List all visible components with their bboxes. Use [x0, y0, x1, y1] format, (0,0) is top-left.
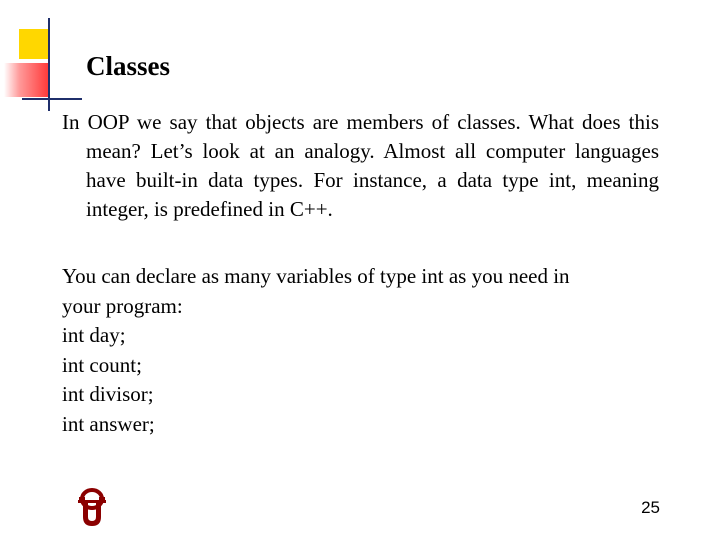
intro-paragraph: In OOP we say that objects are members of classes. What does this mean? Let’s look at an analogy. Almost all computer languages have built-in data types. For instance, a data type int, meaning integer, is predefined in C++. [62, 110, 659, 221]
decorative-red-gradient-block [4, 63, 48, 97]
code-line: int count; [62, 352, 142, 377]
text-line: your program: [62, 293, 183, 318]
code-line: int divisor; [62, 382, 154, 406]
code-line: int answer; [62, 411, 155, 436]
ou-logo-icon [75, 487, 109, 529]
declaration-paragraph [62, 262, 682, 439]
code-line: int day; [62, 323, 126, 347]
decorative-yellow-square [19, 29, 49, 59]
text-line: You can declare as many variables of type int as you need in [62, 264, 570, 288]
slide-title: Classes [86, 51, 171, 81]
page-number: 25 [641, 498, 660, 517]
decorative-horizontal-line [22, 98, 82, 100]
